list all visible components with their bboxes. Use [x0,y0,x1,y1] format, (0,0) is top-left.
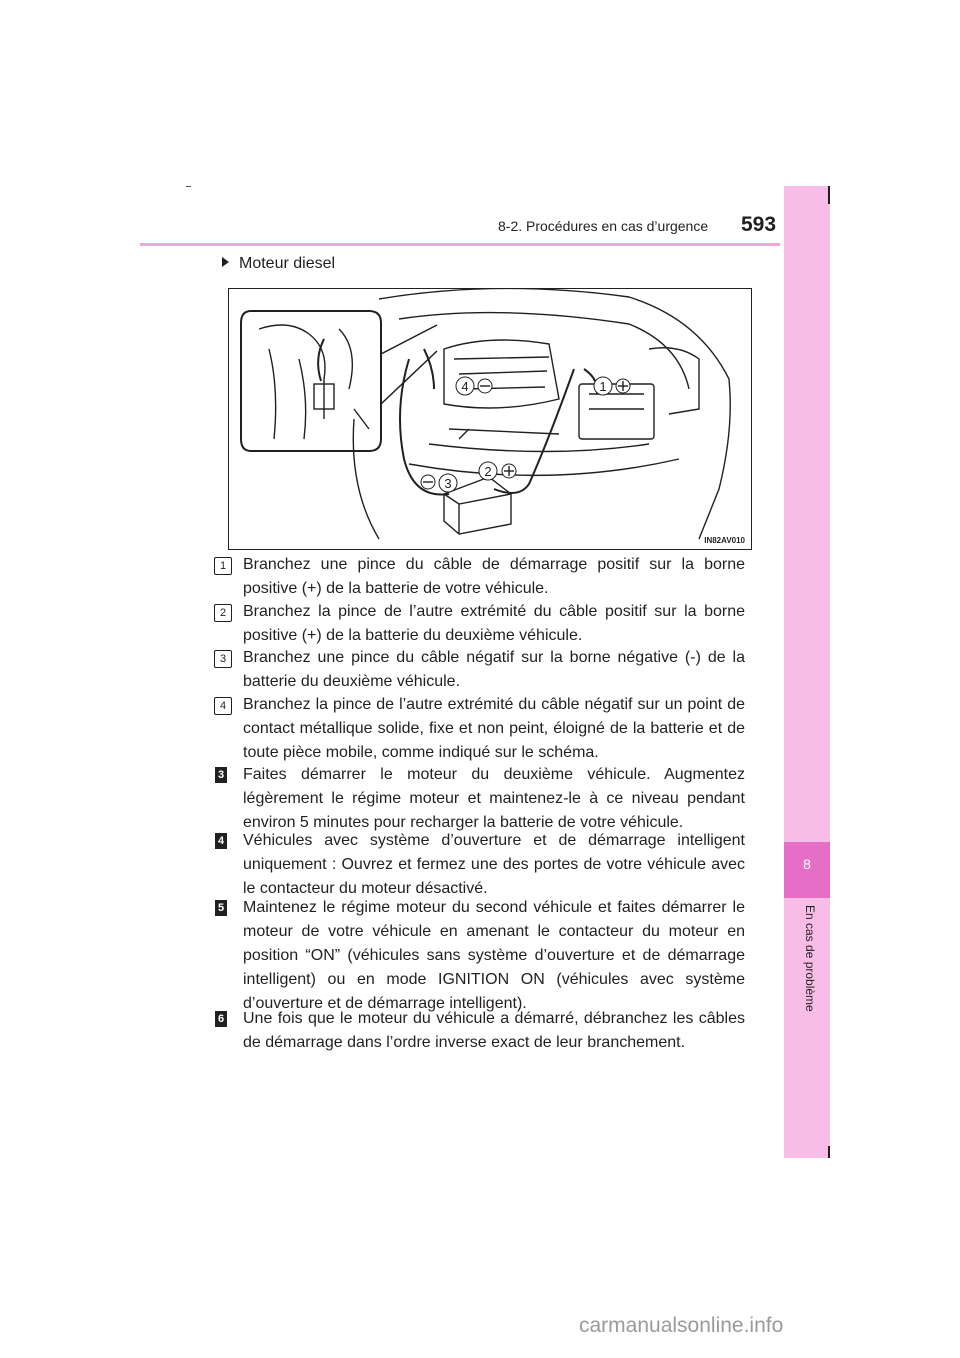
triangle-bullet-icon [222,257,229,267]
callout-1: 1 [599,379,607,394]
header-rule [140,243,780,246]
engine-bay-illustration [228,288,752,550]
chapter-number: 8 [803,856,811,872]
substep-3: Branchez une pince du câble négatif sur la borne négative (-) de la batterie du deuxième véhicule. [243,649,745,690]
figure-code: IN82AV010 [704,536,745,545]
chapter-label: En cas de problème [803,905,817,1012]
callout-2: 2 [484,464,492,479]
step-marker-6: 6 [215,1011,227,1027]
tab-edge-mark [828,186,830,204]
step-marker-5: 5 [215,900,227,916]
substep-marker-2: 2 [214,604,232,622]
substep-2: Branchez la pince de l’autre extrémité du câble positif sur la borne positive (+) de la batterie du deuxième véhicule. [243,603,745,644]
substep-marker-4: 4 [214,697,232,715]
subsection-title [222,255,335,273]
watermark: carmanualsonline.info [579,1314,784,1337]
step-marker-3: 3 [215,767,227,783]
step-6: Une fois que le moteur du véhicule a démarré, débranchez les câbles de démarrage dans l’ordre inverse exact de leur branchement. [243,1010,745,1051]
engine-bay-drawing [229,289,751,549]
step-5: Maintenez le régime moteur du second véhicule et faites démarrer le moteur de votre véhicule en amenant le contacteur du moteur en position “ON” (véhicules sans système d’ouverture et de démarrage intelligent) ou en mode IGNITION ON (véhicules avec système d’ouverture et de démarrage intelligent). [243,899,745,1012]
step-marker-4: 4 [215,833,227,849]
step-4: Véhicules avec système d’ouverture et de démarrage intelligent uniquement : Ouvrez et fermez une des portes de votre véhicule avec le contacteur du moteur désactivé. [243,832,745,897]
substep-1: Branchez une pince du câble de démarrage positif sur la borne positive (+) de la batterie de votre véhicule. [243,556,745,597]
crop-mark [186,186,191,187]
subsection-title-text: Moteur diesel [239,255,336,272]
section-title: 8-2. Procédures en cas d’urgence [498,218,709,234]
substep-marker-1: 1 [214,557,232,575]
substep-4: Branchez la pince de l’autre extrémité du câble négatif sur un point de contact métallique solide, fixe et non peint, éloigné de la batterie et de toute pièce mobile, comme indiqué sur le schéma. [243,696,745,761]
page-number: 593 [741,213,777,236]
tab-edge-mark-bottom [828,1146,830,1158]
callout-3: 3 [444,476,452,491]
step-3: Faites démarrer le moteur du deuxième véhicule. Augmentez légèrement le régime moteur et maintenez-le à ce niveau pendant environ 5 minutes pour recharger la batterie de votre véhicule. [243,766,745,831]
substep-marker-3: 3 [214,650,232,668]
callout-4: 4 [461,379,469,394]
